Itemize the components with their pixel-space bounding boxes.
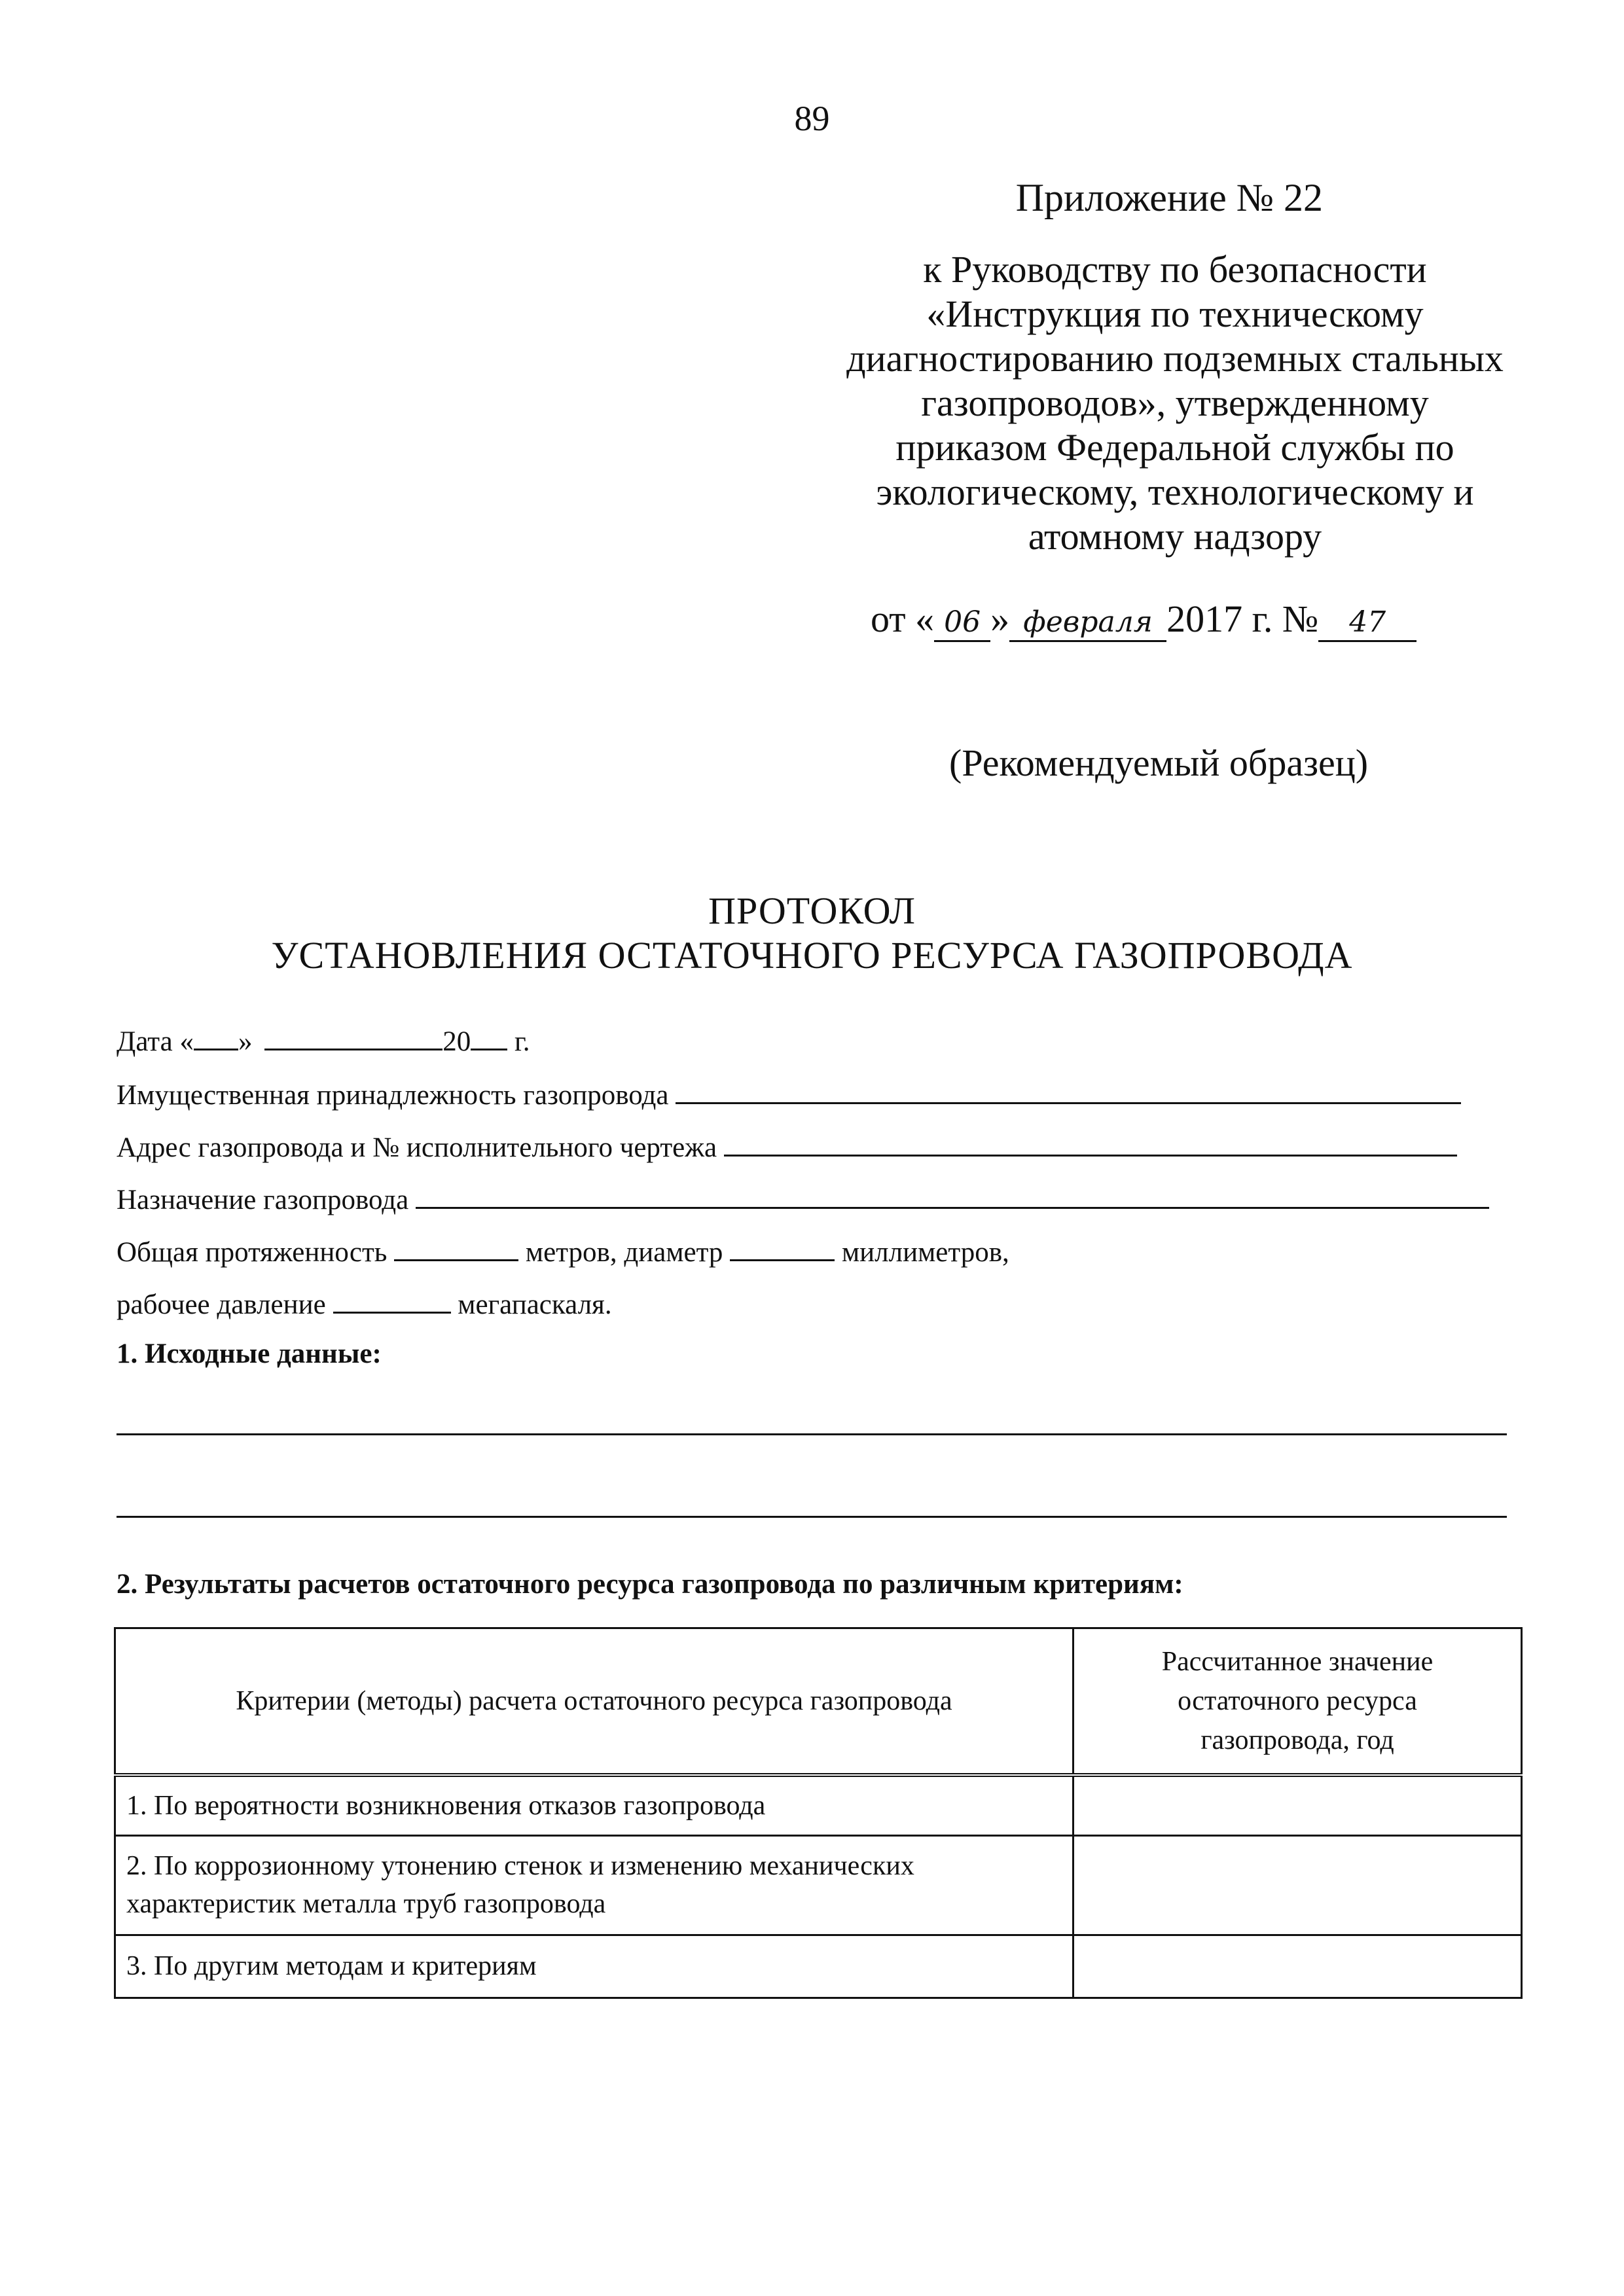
value-cell[interactable]: [1074, 1935, 1522, 1998]
date-year-blank[interactable]: [471, 1025, 507, 1050]
reference-line: газопроводов», утвержденному: [921, 382, 1429, 424]
header-value-line: газопровода, год: [1200, 1725, 1394, 1755]
date-month-blank[interactable]: [264, 1025, 442, 1050]
section-initial-data-heading: 1. Исходные данные:: [117, 1338, 382, 1369]
annex-reference: [812, 247, 1538, 559]
table-header-row: [115, 1628, 1522, 1776]
date-label: Дата «: [117, 1026, 194, 1057]
pressure-line: [117, 1288, 612, 1321]
diameter-blank[interactable]: [730, 1236, 835, 1261]
criterion-text: 1. По вероятности возникновения отказов газопровода: [126, 1790, 766, 1821]
diameter-unit: миллиметров,: [841, 1237, 1009, 1268]
criterion-text: 3. По другим методам и критериям: [126, 1951, 537, 1981]
reference-line: приказом Федеральной службы по: [895, 426, 1454, 469]
approval-month-handwritten: февраля: [1009, 605, 1166, 642]
header-value-line: остаточного ресурса: [1178, 1686, 1417, 1716]
protocol-title: ПРОТОКОЛ: [708, 889, 916, 932]
criterion-cell: [115, 1935, 1074, 1998]
header-criteria: Критерии (методы) расчета остаточного ресурса газопровода: [115, 1628, 1074, 1776]
value-cell[interactable]: [1074, 1775, 1522, 1835]
approval-date-line: [871, 597, 1416, 642]
criterion-text: 2. По коррозионному утонению стенок и изменению механических: [126, 1851, 914, 1881]
annex-title: Приложение № 22: [1015, 176, 1323, 219]
date-line: [117, 1025, 530, 1058]
recommended-sample-note: (Рекомендуемый образец): [949, 742, 1369, 784]
reference-line: к Руководству по безопасности: [923, 248, 1427, 291]
date-quote-close: »: [238, 1026, 253, 1057]
date-day-blank[interactable]: [194, 1025, 238, 1050]
reference-line: «Инструкция по техническому: [926, 293, 1424, 335]
date-year-suffix: г.: [514, 1026, 530, 1057]
table-row: [115, 1835, 1522, 1935]
approval-day-handwritten: 06: [934, 605, 990, 642]
protocol-subtitle: УСТАНОВЛЕНИЯ ОСТАТОЧНОГО РЕСУРСА ГАЗОПРОВОДА: [271, 934, 1353, 977]
date-year-prefix: 20: [442, 1026, 471, 1057]
pressure-label: рабочее давление: [117, 1289, 326, 1320]
reference-line: экологическому, технологическому и: [876, 471, 1474, 513]
purpose-blank[interactable]: [416, 1183, 1489, 1209]
approval-prefix: от «: [871, 598, 935, 640]
table-row: [115, 1775, 1522, 1835]
reference-line: атомному надзору: [1028, 515, 1322, 558]
address-label: Адрес газопровода и № исполнительного чертежа: [117, 1132, 717, 1163]
purpose-line: [117, 1183, 1489, 1216]
header-value-line: Рассчитанное значение: [1161, 1647, 1434, 1677]
reference-line: диагностированию подземных стальных: [846, 337, 1504, 380]
header-calculated-value: [1074, 1628, 1522, 1776]
approval-year: 2017 г. №: [1166, 598, 1319, 640]
length-line: [117, 1236, 1009, 1268]
purpose-label: Назначение газопровода: [117, 1185, 409, 1215]
pressure-blank[interactable]: [333, 1288, 451, 1314]
initial-data-rule-1[interactable]: [117, 1433, 1507, 1435]
ownership-label: Имущественная принадлежность газопровода: [117, 1080, 669, 1111]
initial-data-rule-2[interactable]: [117, 1516, 1507, 1518]
ownership-blank[interactable]: [676, 1079, 1461, 1104]
length-unit: метров, диаметр: [525, 1237, 723, 1268]
criterion-cell: [115, 1835, 1074, 1935]
criteria-table: [114, 1627, 1523, 1999]
address-blank[interactable]: [724, 1131, 1457, 1157]
approval-quote-close: »: [990, 598, 1010, 640]
page-number: 89: [794, 99, 830, 138]
pressure-unit: мегапаскаля.: [458, 1289, 612, 1320]
section-results-heading: 2. Результаты расчетов остаточного ресурса газопровода по различным критериям:: [117, 1569, 1183, 1600]
criterion-text: характеристик металла труб газопровода: [126, 1889, 606, 1919]
criterion-cell: [115, 1775, 1074, 1835]
length-label: Общая протяженность: [117, 1237, 388, 1268]
approval-number-handwritten: 47: [1318, 605, 1416, 642]
table-row: [115, 1935, 1522, 1998]
value-cell[interactable]: [1074, 1835, 1522, 1935]
length-blank[interactable]: [394, 1236, 518, 1261]
address-line: [117, 1131, 1457, 1164]
ownership-line: [117, 1079, 1461, 1111]
